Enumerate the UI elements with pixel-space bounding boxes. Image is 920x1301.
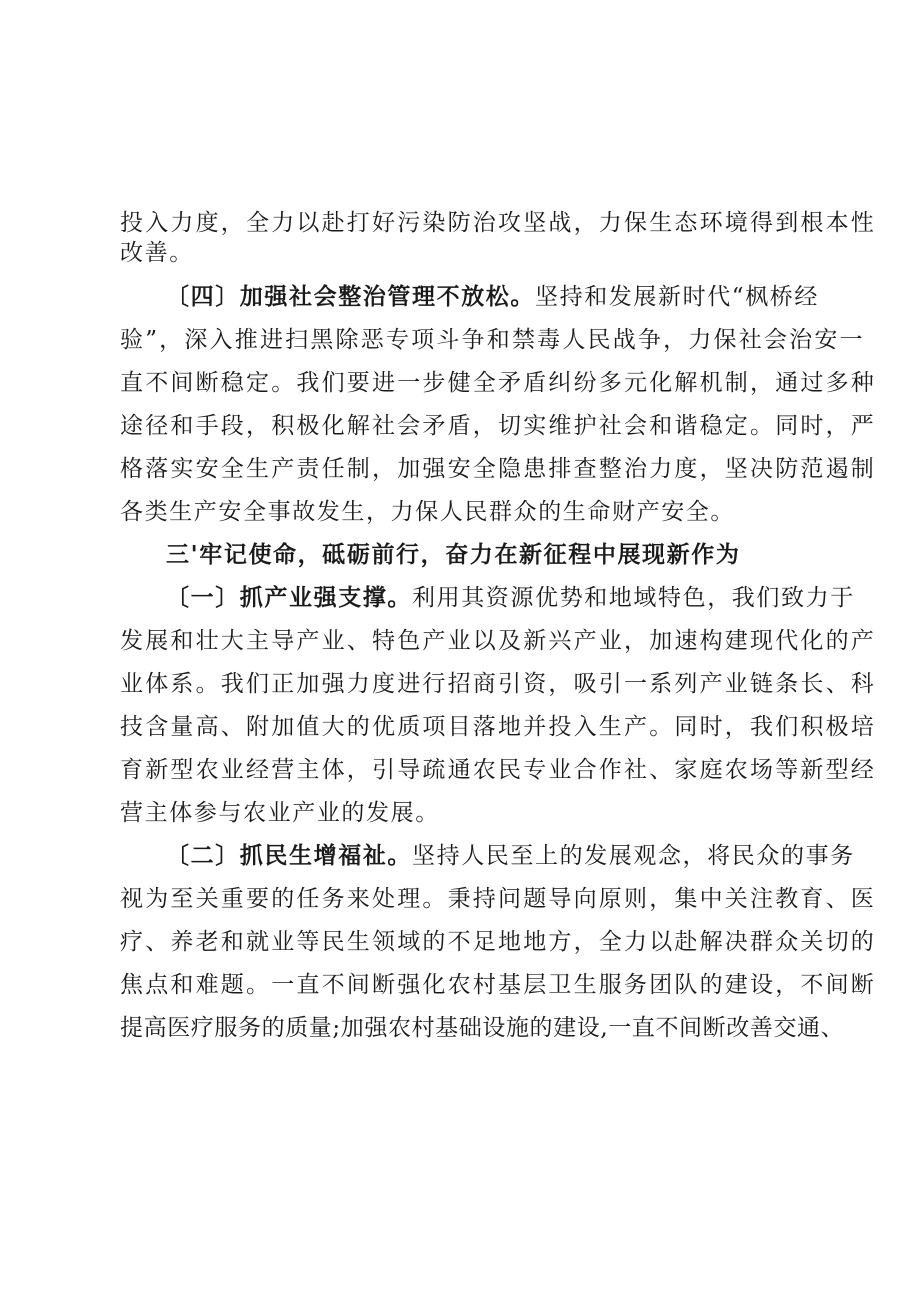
text-line: 视为至关重要的任务来处理。秉持问题导向原则，集中关注教育、医 [120,886,876,912]
text-line: 验”，深入推进扫黑除恶专项斗争和禁毒人民战争，力保社会治安一 [120,327,865,353]
text-line: 提高医疗服务的质量;加强农村基础设施的建设,一直不间断改善交通、 [120,1015,845,1041]
text-line: 改善。 [120,240,194,266]
text-line: 利用其资源优势和地域特色，我们致力于 [412,585,855,611]
section-title: 三'牢记使命，砥砺前行，奋力在新征程中展现新作为 [166,541,741,568]
text-line: 直不间断稳定。我们要进一步健全矛盾纠纷多元化解机制，通过多种 [120,370,876,396]
text-line: 投入力度，全力以赴打好污染防治攻坚战，力保生态环境得到根本性 [120,210,876,236]
paragraph-two [166,836,855,876]
paragraph-heading: 〔四〕加强社会整治管理不放松。 [166,283,535,310]
text-line: 各类生产安全事故发生，力保人民群众的生命财产安全。 [120,499,735,525]
paragraph-heading: 〔一〕抓产业强支撑。 [166,584,412,611]
text-line: 发展和壮大主导产业、特色产业以及新兴产业，加速构建现代化的产 [120,628,876,654]
text-line: 格落实安全生产责任制，加强安全隐患排查整治力度，坚决防范遏制 [120,456,876,482]
paragraph-four [166,277,819,317]
text-line: 技含量高、附加值大的优质项目落地并投入生产。同时，我们积极培 [120,714,876,740]
text-line: 业体系。我们正加强力度进行招商引资，吸引一系列产业链条长、科 [120,671,876,697]
text-line: 坚持人民至上的发展观念，将民众的事务 [412,843,855,869]
text-line: 疗、养老和就业等民生领域的不足地地方，全力以赴解决群众关切的 [120,929,876,955]
text-line: 途径和手段，积极化解社会矛盾，切实维护社会和谐稳定。同时，严 [120,413,876,439]
text-line: 育新型农业经营主体，引导疏通农民专业合作社、家庭农场等新型经 [120,757,876,783]
paragraph-one [166,578,855,618]
text-line: 坚持和发展新时代“枫桥经 [535,284,819,310]
text-line: 焦点和难题。一直不间断强化农村基层卫生服务团队的建设，不间断 [120,972,876,998]
text-line: 营主体参与农业产业的发展。 [120,800,440,826]
paragraph-heading: 〔二〕抓民生增福祉。 [166,842,412,869]
